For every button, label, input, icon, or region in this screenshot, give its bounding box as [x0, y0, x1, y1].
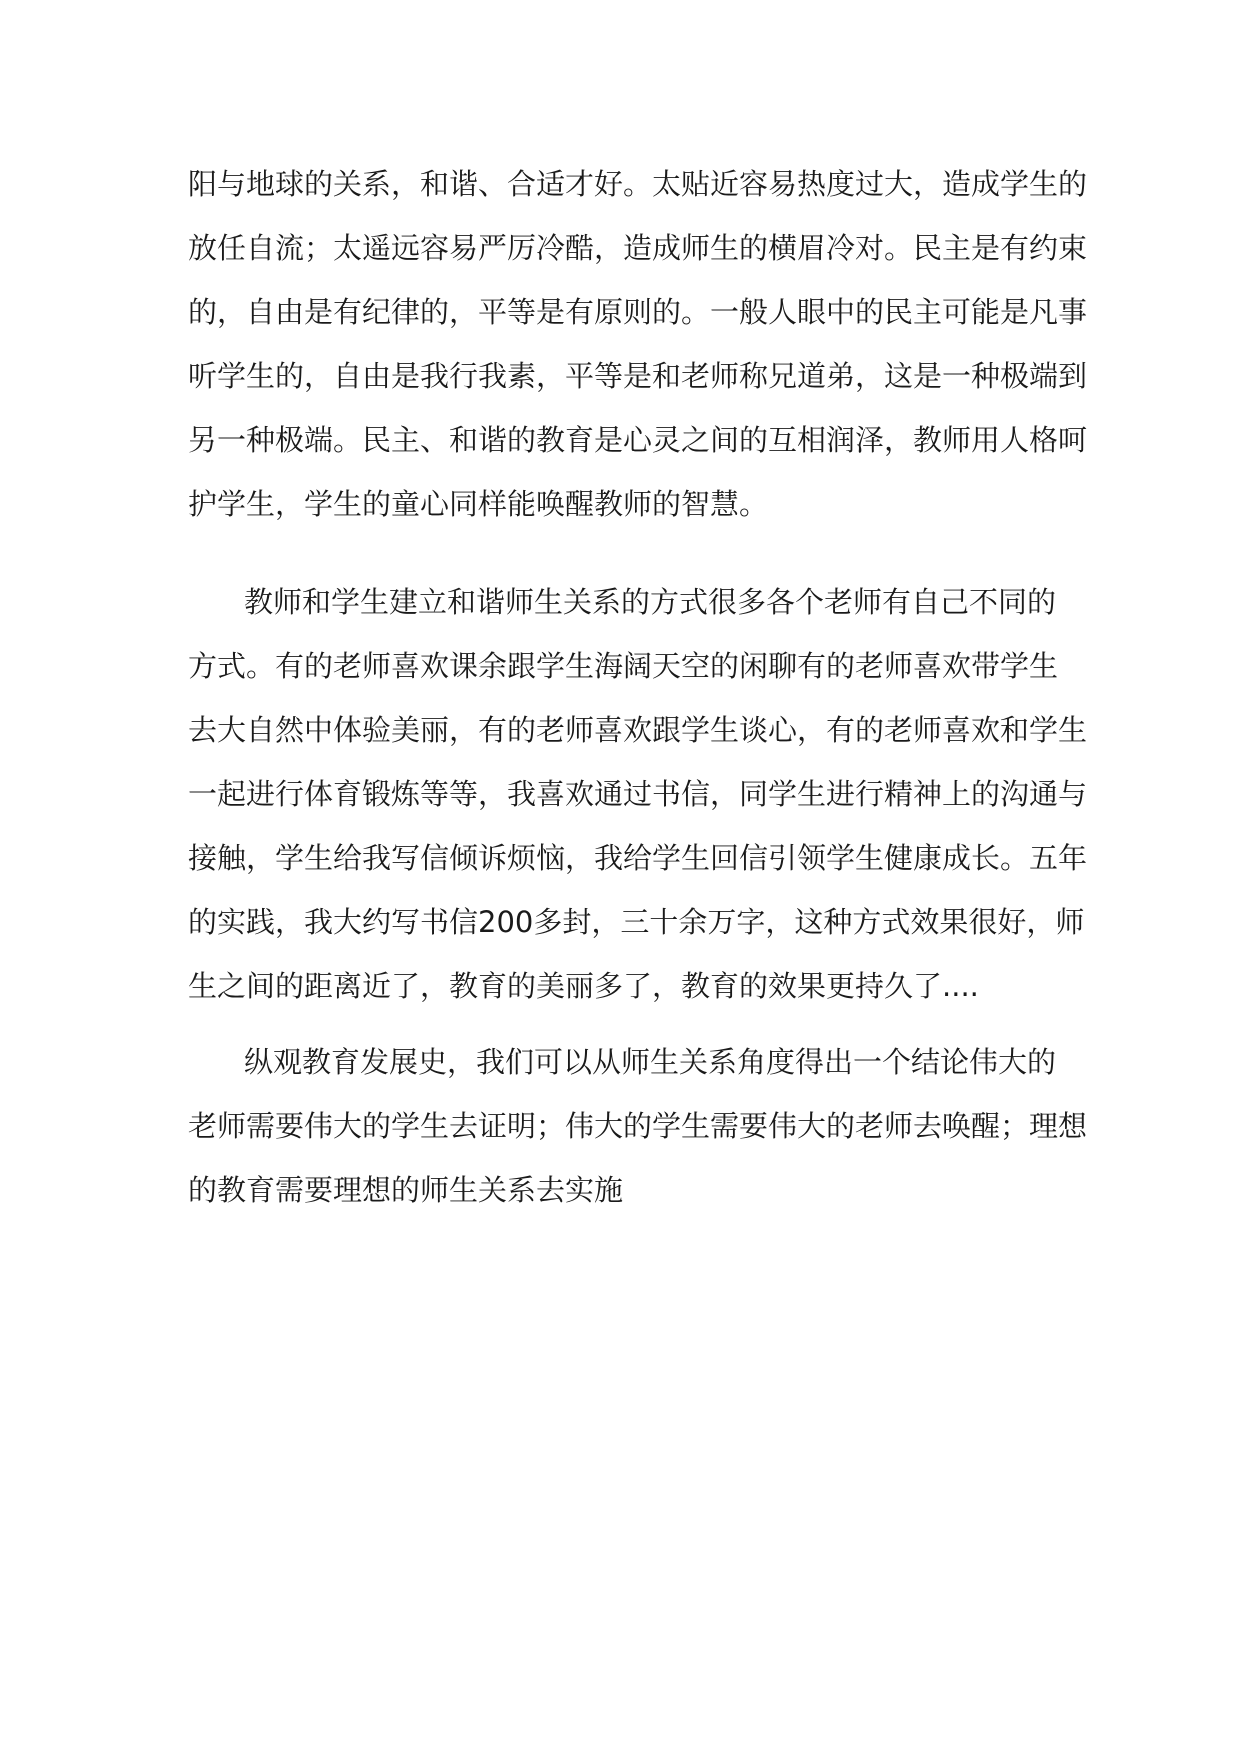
text-line: 老师需要伟大的学生去证明；伟大的学生需要伟大的老师去唤醒；理想 [188, 1109, 1088, 1143]
paragraph-3 [188, 1030, 1088, 1222]
text-line: 纵观教育发展史，我们可以从师生关系角度得出一个结论伟大的 [244, 1045, 1057, 1079]
text-line: 阳与地球的关系，和谐、合适才好。太贴近容易热度过大，造成学生的 [188, 167, 1088, 201]
text-line: 接触，学生给我写信倾诉烦恼，我给学生回信引领学生健康成长。五年 [188, 841, 1088, 875]
text-line: 方式。有的老师喜欢课余跟学生海阔天空的闲聊有的老师喜欢带学生 [188, 649, 1059, 683]
text-line: 一起进行体育锻炼等等，我喜欢通过书信，同学生进行精神上的沟通与 [188, 777, 1088, 811]
text-line: 的，自由是有纪律的，平等是有原则的。一般人眼中的民主可能是凡事 [188, 295, 1088, 329]
text-line: 的实践，我大约写书信200多封，三十余万字，这种方式效果很好，师 [188, 905, 1085, 939]
text-line: 的教育需要理想的师生关系去实施 [188, 1173, 624, 1207]
text-line: 另一种极端。民主、和谐的教育是心灵之间的互相润泽，教师用人格呵 [188, 423, 1088, 457]
text-line: 生之间的距离近了，教育的美丽多了，教育的效果更持久了.... [188, 969, 979, 1003]
paragraph-1 [188, 152, 1088, 536]
text-line: 听学生的，自由是我行我素，平等是和老师称兄道弟，这是一种极端到 [188, 359, 1088, 393]
text-line: 放任自流；太遥远容易严厉冷酷，造成师生的横眉冷对。民主是有约束 [188, 231, 1088, 265]
text-line: 去大自然中体验美丽，有的老师喜欢跟学生谈心，有的老师喜欢和学生 [188, 713, 1088, 747]
text-line: 护学生，学生的童心同样能唤醒教师的智慧。 [188, 487, 769, 521]
paragraph-2 [188, 570, 1088, 1018]
text-line: 教师和学生建立和谐师生关系的方式很多各个老师有自己不同的 [244, 585, 1057, 619]
